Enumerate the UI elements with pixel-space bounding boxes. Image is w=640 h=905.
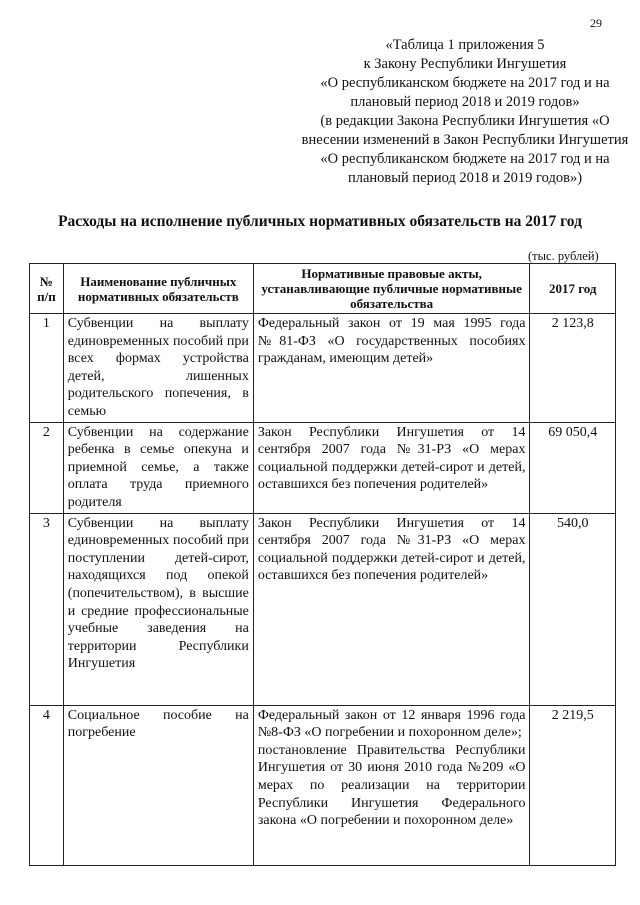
row-sum: 2 219,5 xyxy=(530,705,616,865)
row-acts xyxy=(253,705,530,865)
annex-line: «О республиканском бюджете на 2017 год и на xyxy=(320,75,610,91)
row-name: Социальное пособие на погребение xyxy=(63,705,253,865)
row-sum: 540,0 xyxy=(530,513,616,705)
table-header-row xyxy=(30,264,616,314)
row-sum: 2 123,8 xyxy=(530,314,616,423)
table-row xyxy=(30,314,616,423)
annex-line: плановый период 2018 и 2019 годов» xyxy=(350,94,580,110)
row-acts-part: постановление Правительства Республики Ингушетия от 30 июня 2010 года №209 «О мерах по реализации на территории Республики Ингушетия Федерального закона «О погребении и похоронном деле» xyxy=(257,742,526,829)
row-acts: Федеральный закон от 19 мая 1995 года №81-ФЗ «О государственных пособиях гражданам, имеющим детей» xyxy=(253,314,530,423)
page-number: 29 xyxy=(590,16,602,30)
row-num: 1 xyxy=(30,314,64,423)
row-name: Субвенции на содержание ребенка в семье опекуна и приемной семье, а также оплата труда приемного родителя xyxy=(63,422,253,513)
annex-line: к Закону Республики Ингушетия xyxy=(363,56,567,72)
header-num: № п/п xyxy=(30,264,64,314)
table-row xyxy=(30,422,616,513)
obligations-table xyxy=(29,263,616,866)
row-acts: Закон Республики Ингушетия от 14 сентября 2007 года №31-РЗ «О мерах социальной поддержки детей-сирот и детей, оставшихся без попечения родителей» xyxy=(253,513,530,705)
row-sum: 69 050,4 xyxy=(530,422,616,513)
header-sum: 2017 год xyxy=(530,264,616,314)
row-num: 2 xyxy=(30,422,64,513)
table-row xyxy=(30,513,616,705)
annex-line: плановый период 2018 и 2019 годов») xyxy=(347,170,583,186)
header-acts: Нормативные правовые акты, устанавливающие публичные нормативные обязательства xyxy=(253,264,530,314)
document-title: Расходы на исполнение публичных нормативных обязательств на 2017 год xyxy=(58,213,582,230)
annex-line: «Таблица 1 приложения 5 xyxy=(385,37,545,53)
row-acts: Закон Республики Ингушетия от 14 сентября 2007 года №31-РЗ «О мерах социальной поддержки детей-сирот и детей, оставшихся без попечения родителей» xyxy=(253,422,530,513)
annex-line: «О республиканском бюджете на 2017 год и на xyxy=(320,151,610,167)
row-name: Субвенции на выплату единовременных пособий при поступлении детей-сирот, находящихся под опекой (попечительством), в высшие и средние профессиональные учебные заведения на территории Республики Ингушетия xyxy=(63,513,253,705)
row-acts-part: Федеральный закон от 12 января 1996 года №8-ФЗ «О погребении и похоронном деле»; xyxy=(257,707,526,741)
units-label: (тыс. рублей) xyxy=(528,249,599,263)
annex-line: (в редакции Закона Республики Ингушетия «О xyxy=(320,113,610,129)
row-num: 3 xyxy=(30,513,64,705)
row-name: Субвенции на выплату единовременных пособий при всех формах устройства детей, лишенных родительского попечения, в семью xyxy=(63,314,253,423)
header-name: Наименование публичных нормативных обязательств xyxy=(63,264,253,314)
annex-line: внесении изменений в Закон Республики Ингушетия xyxy=(301,132,629,148)
table-row xyxy=(30,705,616,865)
row-num: 4 xyxy=(30,705,64,865)
annex-header xyxy=(300,36,630,188)
